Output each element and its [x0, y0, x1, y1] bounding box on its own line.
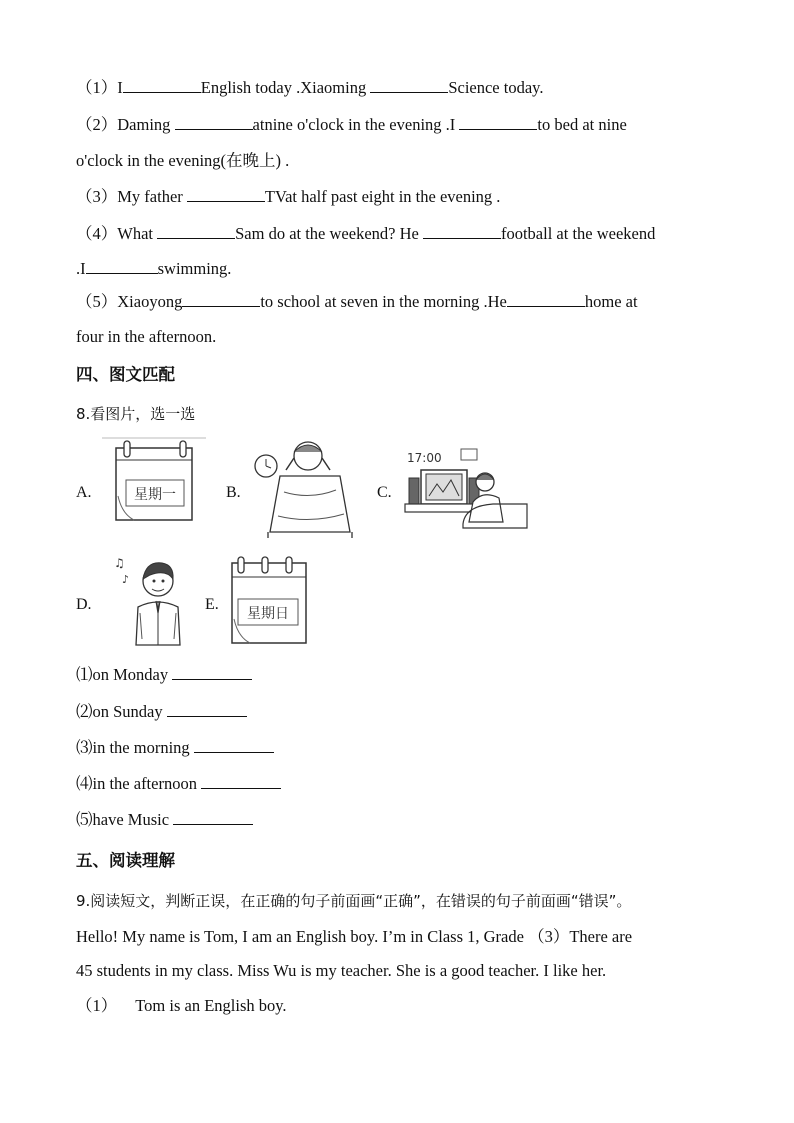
q8-item-3: ⑶in the morning	[76, 738, 274, 758]
calendar-sunday-text: 星期日	[247, 606, 289, 622]
calendar-sunday-image	[222, 553, 312, 647]
q8-item-1: ⑴on Monday	[76, 665, 252, 685]
calendar-monday-text: 星期一	[134, 487, 176, 503]
section-5-title: 五、阅读理解	[76, 851, 175, 870]
answer-blank[interactable]	[173, 810, 253, 825]
option-d-label: D.	[76, 596, 92, 613]
q8-item-5: ⑸have Music	[76, 810, 253, 830]
answer-blank[interactable]	[423, 224, 501, 239]
boy-waking-up-image	[250, 436, 360, 540]
wall-clock-time: 17:00	[407, 451, 442, 465]
answer-blank[interactable]	[201, 774, 281, 789]
answer-blank[interactable]	[194, 738, 274, 753]
q9-passage-line-2: 45 students in my class. Miss Wu is my teacher. She is a good teacher. I like her.	[76, 961, 607, 980]
q7-line-8: four in the afternoon.	[76, 327, 217, 346]
option-a-label: A.	[76, 484, 92, 501]
q9-passage-line-1: Hello! My name is Tom, I am an English boy. I’m in Class 1, Grade （3）There are	[76, 927, 633, 946]
option-b-label: B.	[226, 484, 241, 501]
music-note-icon: ♪	[122, 573, 130, 586]
answer-blank[interactable]	[123, 78, 201, 93]
boy-singing-image	[110, 553, 190, 649]
q7-line-5: （4）What Sam do at the weekend? He football at the weekend	[76, 224, 656, 243]
option-e-label: E.	[205, 596, 219, 613]
answer-blank[interactable]	[182, 292, 260, 307]
calendar-monday-image	[100, 436, 210, 526]
answer-blank[interactable]	[172, 665, 252, 680]
answer-blank[interactable]	[187, 187, 265, 202]
answer-blank[interactable]	[370, 78, 448, 93]
section-4-title: 四、图文匹配	[76, 365, 175, 384]
q7-line-3: o'clock in the evening(在晚上) .	[76, 151, 290, 170]
q7-line-1: （1）I English today .Xiaoming Science today.	[76, 78, 544, 97]
q9-prompt: 9.阅读短文，判断正误，在正确的句子前面画“正确”，在错误的句子前面画“错误”。	[76, 892, 632, 910]
music-note-icon: ♫	[114, 556, 125, 570]
q8-prompt: 8.看图片，选一选	[76, 405, 196, 423]
answer-blank[interactable]	[175, 115, 253, 130]
q9-statement-1: （1） Tom is an English boy.	[76, 996, 287, 1015]
answer-blank[interactable]	[167, 702, 247, 717]
q8-item-2: ⑵on Sunday	[76, 702, 247, 722]
q7-line-2: （2）Daming atnine o'clock in the evening .I to bed at nine	[76, 115, 627, 134]
answer-blank[interactable]	[86, 259, 158, 274]
answer-blank[interactable]	[459, 115, 537, 130]
q7-line-6: .I swimming.	[76, 259, 232, 278]
q7-line-7: （5）Xiaoyong to school at seven in the morning .He home at	[76, 292, 638, 311]
q8-item-4: ⑷in the afternoon	[76, 774, 281, 794]
q7-line-4: （3）My father TVat half past eight in the evening .	[76, 187, 501, 206]
answer-blank[interactable]	[157, 224, 235, 239]
watching-tv-image	[403, 444, 531, 530]
answer-blank[interactable]	[507, 292, 585, 307]
option-c-label: C.	[377, 484, 392, 501]
